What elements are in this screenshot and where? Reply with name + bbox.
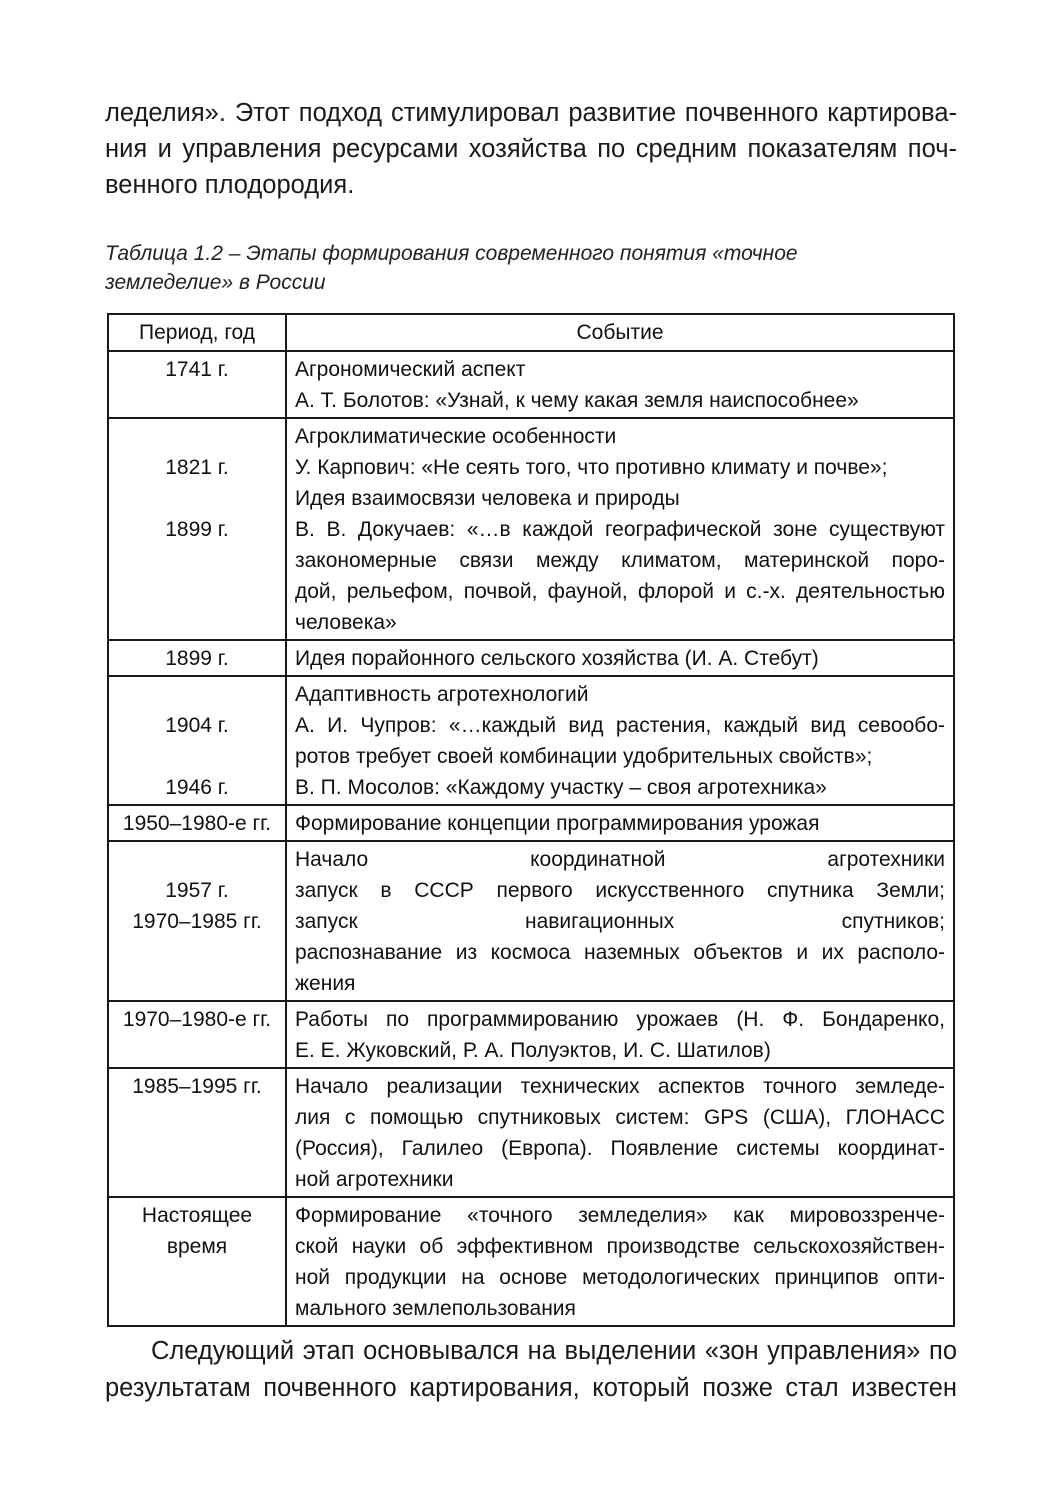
event-line: жения bbox=[295, 972, 356, 995]
table-row bbox=[108, 1197, 954, 1326]
event-line: Формирование концепции программирования урожая bbox=[295, 812, 820, 835]
period-cell bbox=[108, 640, 286, 676]
event-line: Работы по программированию урожаев (Н. Ф. Бондаренко, bbox=[295, 1008, 945, 1031]
period-cell bbox=[108, 418, 286, 640]
period-spacer bbox=[117, 679, 277, 710]
period-spacer bbox=[117, 844, 277, 875]
period-value: 1985–1995 гг. bbox=[132, 1075, 262, 1098]
event-line: лия с помощью спутниковых систем: GPS (США), ГЛОНАСС bbox=[295, 1106, 945, 1129]
event-cell bbox=[286, 841, 954, 1001]
event-line: Е. Е. Жуковский, Р. А. Полуэктов, И. С. Шатилов) bbox=[295, 1039, 771, 1062]
event-line: ской науки об эффективном производстве сельскохозяйствен- bbox=[295, 1235, 945, 1258]
table-row bbox=[108, 418, 954, 640]
outro-line: Следующий этап основывался на выделении «зон управления» по bbox=[151, 1337, 957, 1365]
period-cell bbox=[108, 1001, 286, 1068]
event-line: В. П. Мосолов: «Каждому участку – своя агротехника» bbox=[295, 776, 827, 799]
intro-line: леделия». Этот подход стимулировал развитие почвенного картирова- bbox=[105, 99, 957, 127]
period-spacer bbox=[117, 421, 277, 452]
period-value: 1899 г. bbox=[165, 518, 229, 541]
period-value: 1899 г. bbox=[165, 647, 229, 670]
event-line: Агроклиматические особенности bbox=[295, 425, 617, 448]
event-line: В. В. Докучаев: «…в каждой географической зоне существуют bbox=[295, 518, 945, 541]
event-cell bbox=[286, 1068, 954, 1197]
event-line: дой, рельефом, почвой, фауной, флорой и с.-х. деятельностью bbox=[295, 580, 945, 603]
period-cell bbox=[108, 841, 286, 1001]
header-period: Период, год bbox=[108, 314, 286, 351]
table-row bbox=[108, 640, 954, 676]
event-line: Формирование «точного земледелия» как мировоззренче- bbox=[295, 1204, 945, 1227]
event-line: А. Т. Болотов: «Узнай, к чему какая земля наиспособнее» bbox=[295, 389, 859, 412]
event-line: запуск в СССР первого искусственного спутника Земли; bbox=[295, 879, 945, 902]
table-body bbox=[108, 351, 954, 1326]
intro-line: ния и управления ресурсами хозяйства по средним показателям поч- bbox=[105, 135, 957, 163]
outro-line: результатам почвенного картирования, который позже стал известен bbox=[105, 1374, 957, 1402]
intro-paragraph bbox=[105, 95, 957, 203]
stages-table bbox=[107, 313, 955, 1327]
period-spacer bbox=[117, 741, 277, 772]
period-value: 1957 г. bbox=[165, 879, 229, 902]
event-cell bbox=[286, 676, 954, 805]
event-line: Начало координатной агротехники bbox=[295, 848, 945, 871]
table-header-row bbox=[108, 314, 954, 351]
table-row bbox=[108, 676, 954, 805]
event-line: ротов требует своей комбинации удобрительных свойств»; bbox=[295, 745, 873, 768]
event-line: Начало реализации технических аспектов точного земледе- bbox=[295, 1075, 945, 1098]
period-value: 1741 г. bbox=[165, 358, 229, 381]
event-line: Адаптивность агротехнологий bbox=[295, 683, 589, 706]
period-value: время bbox=[166, 1235, 228, 1258]
event-line: (Россия), Галилео (Европа). Появление системы координат- bbox=[295, 1137, 945, 1160]
period-cell bbox=[108, 1068, 286, 1197]
intro-line: венного плодородия. bbox=[105, 171, 355, 199]
outro-paragraph bbox=[105, 1333, 957, 1407]
event-line: запуск навигационных спутников; bbox=[295, 910, 945, 933]
caption-line: земледелие» в России bbox=[105, 271, 326, 294]
caption-line: Таблица 1.2 – Этапы формирования современного понятия «точное bbox=[105, 242, 798, 265]
event-line: мального землепользования bbox=[295, 1297, 576, 1320]
header-event: Событие bbox=[286, 314, 954, 351]
period-cell bbox=[108, 351, 286, 418]
event-line: А. И. Чупров: «…каждый вид растения, каждый вид севообо- bbox=[295, 714, 945, 737]
period-value: 1946 г. bbox=[165, 776, 229, 799]
period-cell bbox=[108, 805, 286, 841]
event-line: ной продукции на основе методологических принципов опти- bbox=[295, 1266, 945, 1289]
document-page bbox=[105, 95, 957, 1407]
period-value: Настоящее bbox=[141, 1204, 253, 1227]
period-value: 1970–1980-е гг. bbox=[122, 1008, 272, 1031]
table-row bbox=[108, 1068, 954, 1197]
table-row bbox=[108, 805, 954, 841]
period-cell bbox=[108, 676, 286, 805]
period-value: 1904 г. bbox=[165, 714, 229, 737]
period-value: 1970–1985 гг. bbox=[132, 910, 262, 933]
event-cell bbox=[286, 1001, 954, 1068]
event-line: распознавание из космоса наземных объектов и их располо- bbox=[295, 941, 945, 964]
event-line: Идея порайонного сельского хозяйства (И. А. Стебут) bbox=[295, 647, 819, 670]
period-cell bbox=[108, 1197, 286, 1326]
period-value: 1950–1980-е гг. bbox=[122, 812, 272, 835]
event-line: Агрономический аспект bbox=[295, 358, 526, 381]
event-cell bbox=[286, 418, 954, 640]
event-line: закономерные связи между климатом, материнской поро- bbox=[295, 549, 945, 572]
table-row bbox=[108, 351, 954, 418]
event-cell bbox=[286, 351, 954, 418]
event-line: У. Карпович: «Не сеять того, что противно климату и почве»; bbox=[295, 456, 888, 479]
event-line: ной агротехники bbox=[295, 1168, 454, 1191]
table-row bbox=[108, 1001, 954, 1068]
event-cell bbox=[286, 805, 954, 841]
event-line: Идея взаимосвязи человека и природы bbox=[295, 487, 680, 510]
table-row bbox=[108, 841, 954, 1001]
period-spacer bbox=[117, 483, 277, 514]
event-cell bbox=[286, 640, 954, 676]
event-line: человека» bbox=[295, 611, 397, 634]
period-value: 1821 г. bbox=[165, 456, 229, 479]
table-caption bbox=[105, 239, 957, 297]
event-cell bbox=[286, 1197, 954, 1326]
